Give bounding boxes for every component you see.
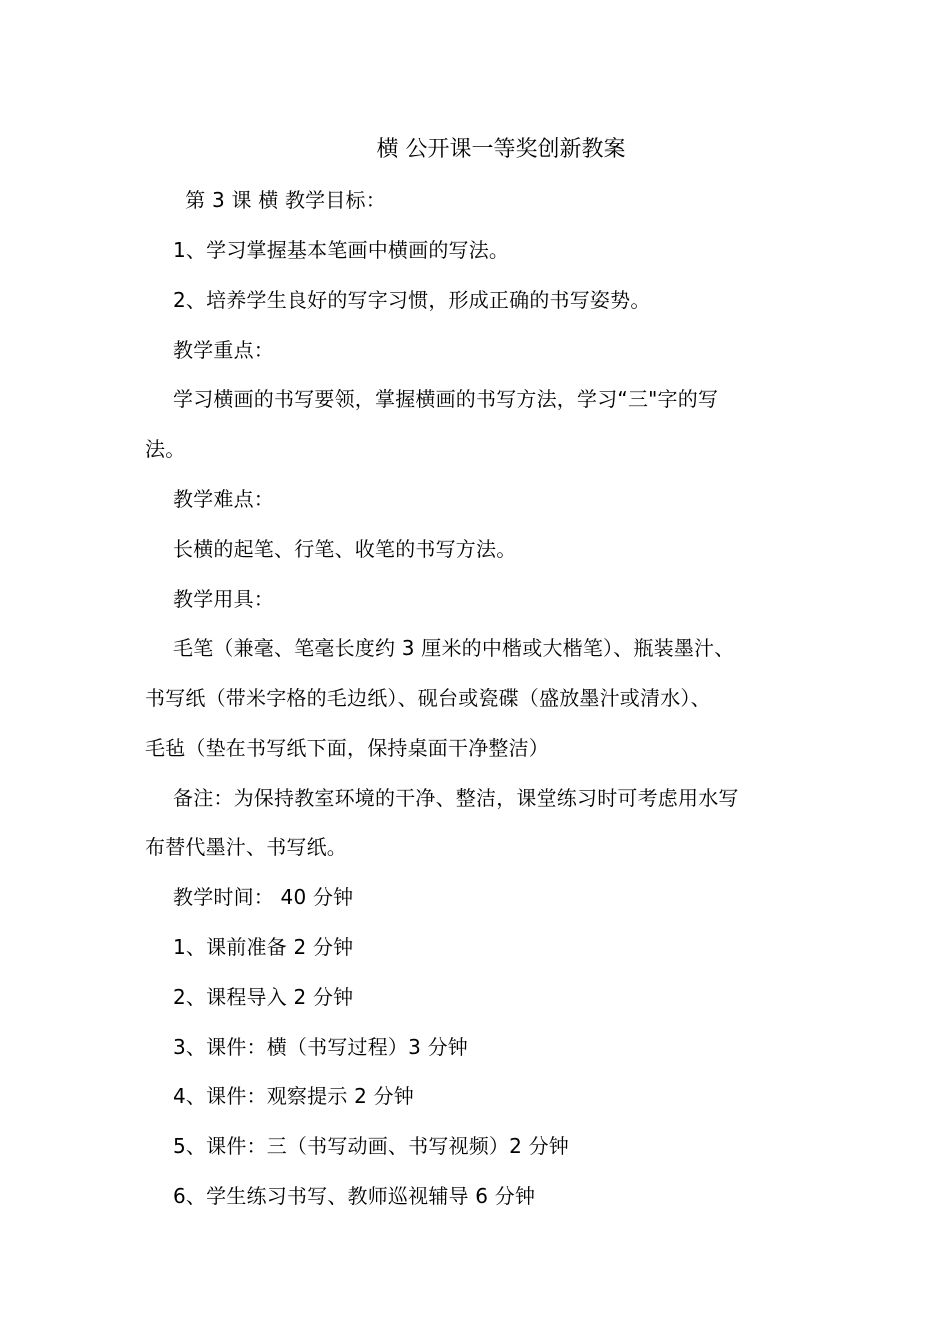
text-line: 长横的起笔、行笔、收笔的书写方法。 [173, 537, 517, 561]
text-line: 2、培养学生良好的写字习惯，形成正确的书写姿势。 [173, 288, 651, 312]
text-line: 1、学习掌握基本笔画中横画的写法。 [173, 238, 510, 262]
text-line: 毛笔（兼毫、笔毫长度约 3 厘米的中楷或大楷笔）、瓶装墨汁、 [173, 636, 735, 660]
section-heading: 教学难点： [173, 487, 274, 511]
text-line: 法。 [145, 437, 186, 461]
text-line: 第 3 课 横 教学目标： [165, 188, 386, 212]
document-title: 横 公开课一等奖创新教案 [376, 137, 626, 162]
list-item: 3、课件：横（书写过程）3 分钟 [173, 1035, 469, 1059]
text-line: 毛毡（垫在书写纸下面，保持桌面干净整洁） [145, 736, 549, 760]
text-line: 备注：为保持教室环境的干净、整洁，课堂练习时可考虑用水写 [173, 786, 739, 810]
text-line: 学习横画的书写要领，掌握横画的书写方法，学习“三"字的写 [173, 387, 719, 411]
list-item: 5、课件：三（书写动画、书写视频）2 分钟 [173, 1134, 570, 1158]
list-item: 1、课前准备 2 分钟 [173, 935, 354, 959]
list-item: 4、课件：观察提示 2 分钟 [173, 1084, 414, 1108]
text-line: 书写纸（带米字格的毛边纸）、砚台或瓷碟（盛放墨汁或清水）、 [145, 686, 711, 710]
section-heading: 教学重点： [173, 338, 274, 362]
section-heading: 教学用具： [173, 587, 274, 611]
list-item: 6、学生练习书写、教师巡视辅导 6 分钟 [173, 1184, 536, 1208]
section-heading: 教学时间： 40 分钟 [173, 885, 354, 909]
text-line: 布替代墨汁、书写纸。 [145, 835, 347, 859]
list-item: 2、课程导入 2 分钟 [173, 985, 354, 1009]
